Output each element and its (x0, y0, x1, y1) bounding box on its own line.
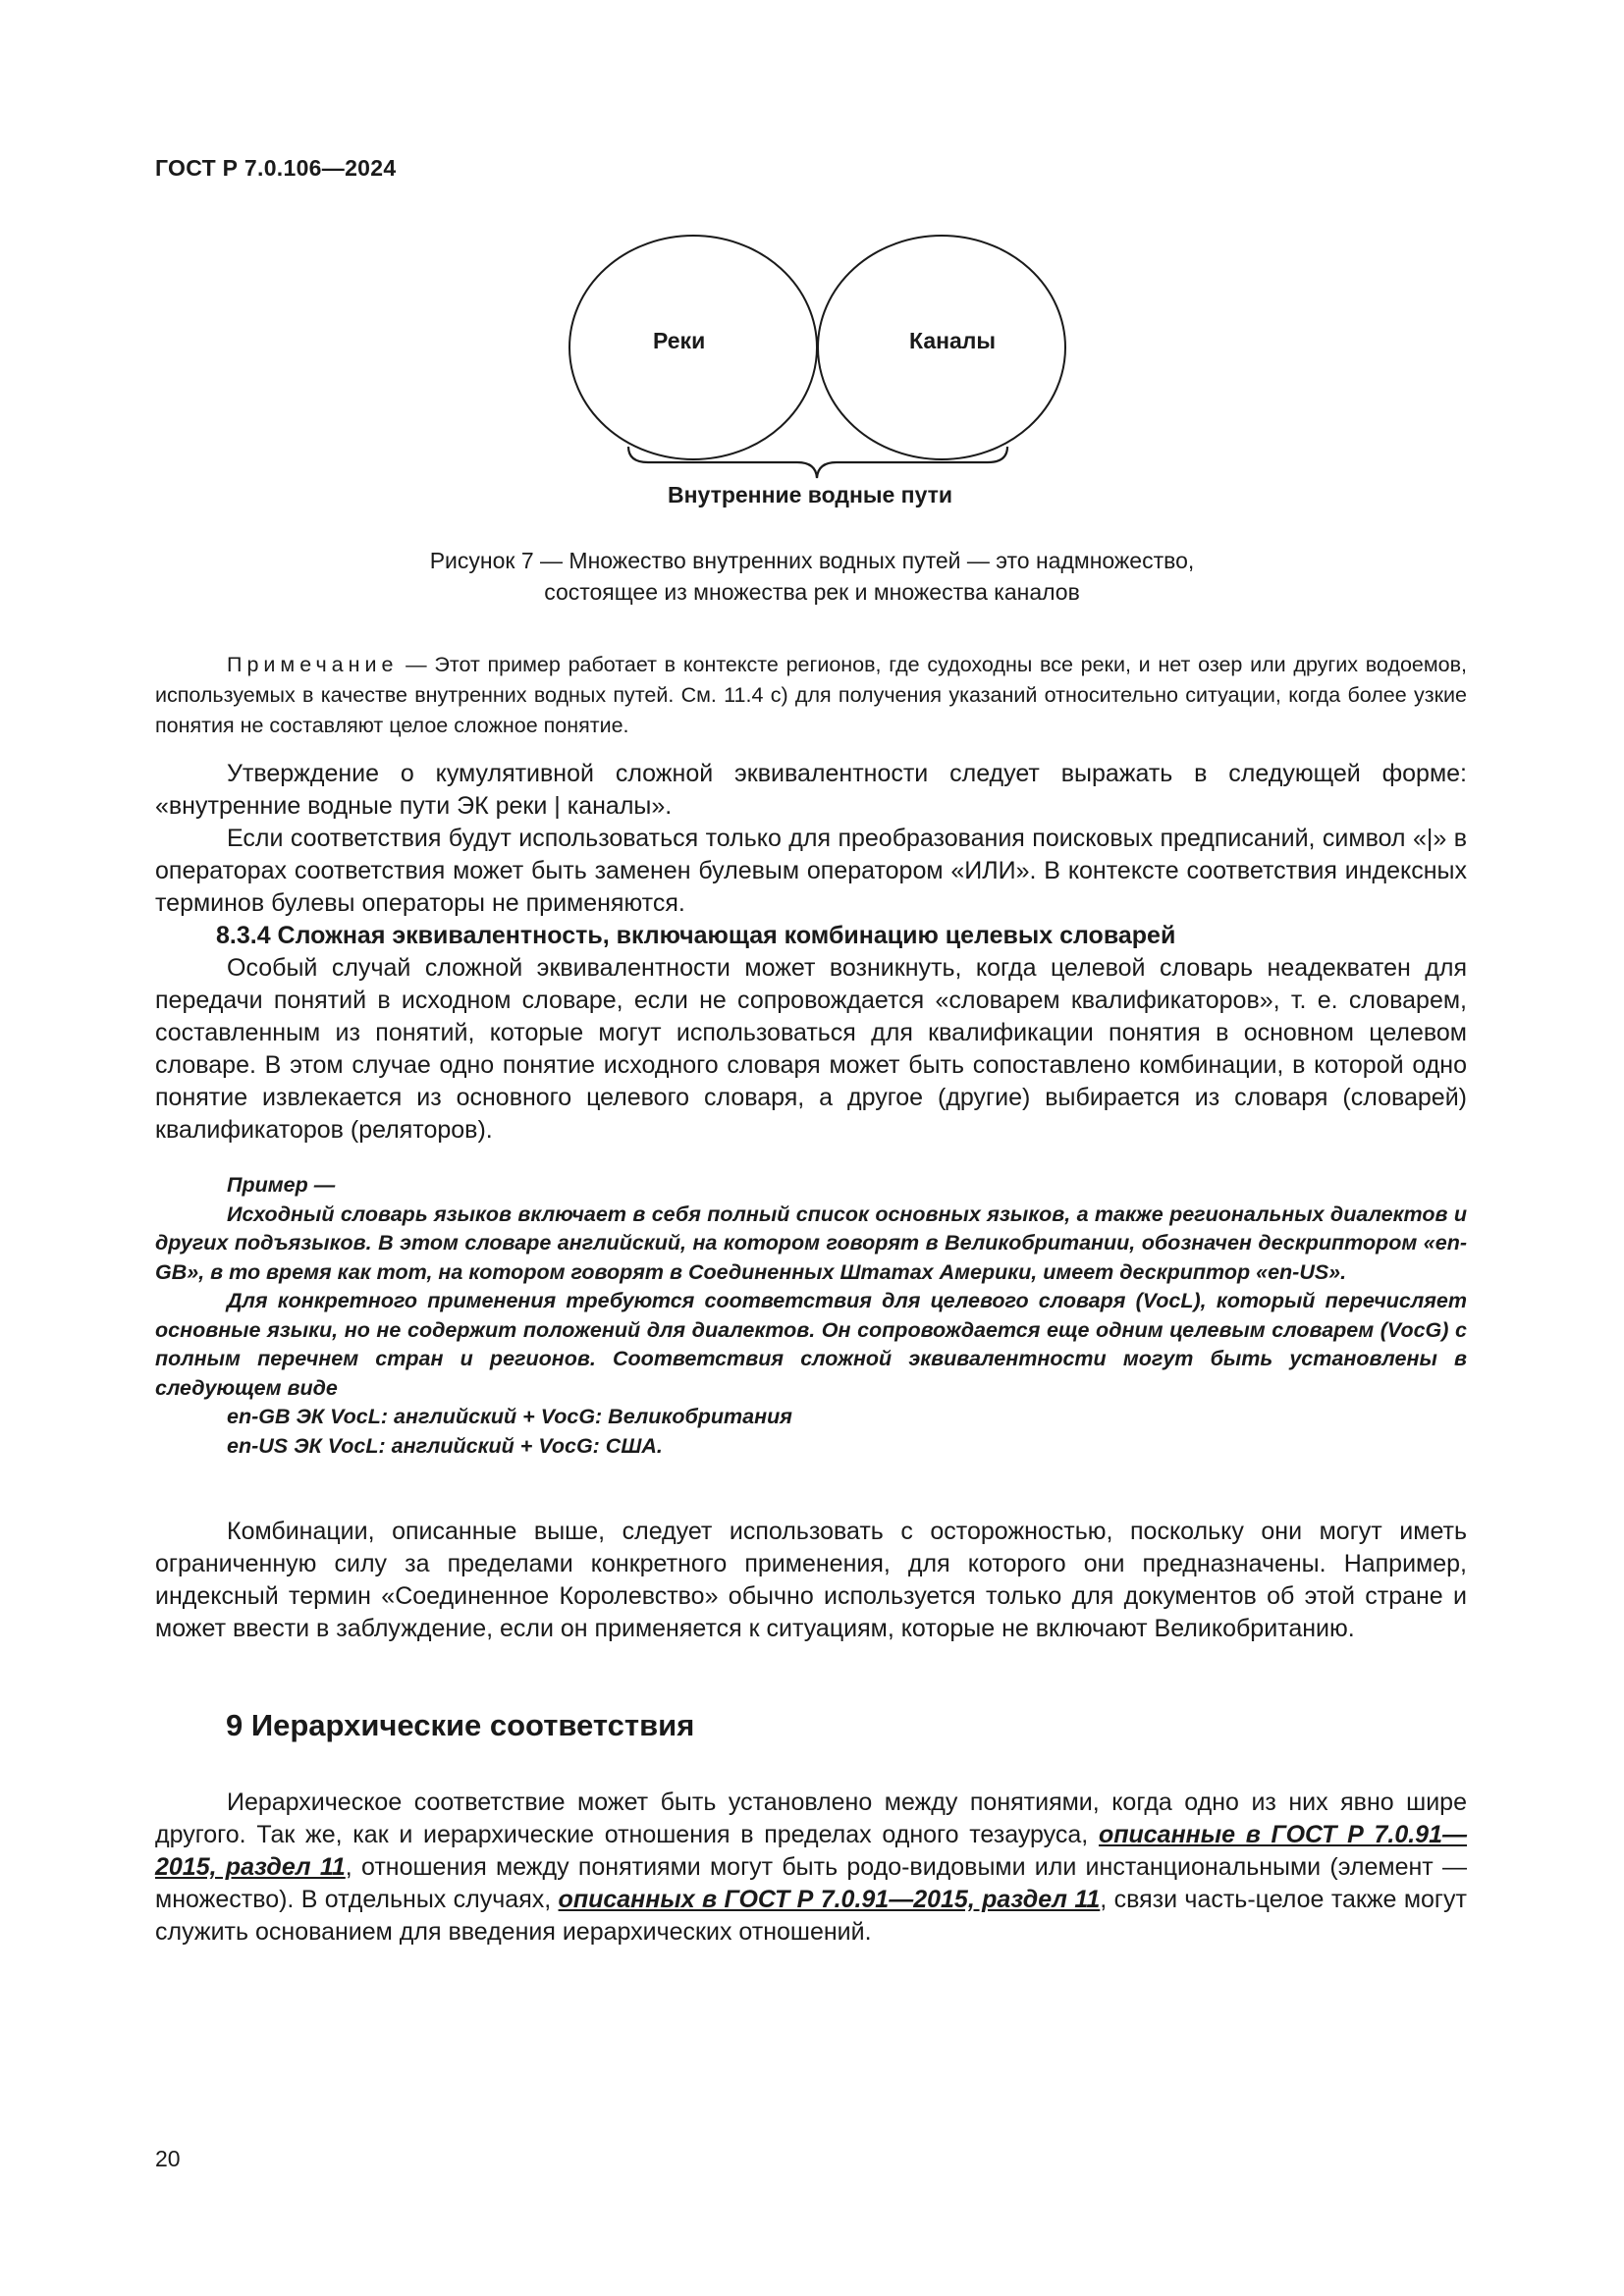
example-paragraph-1: Исходный словарь языков включает в себя полный список основных языков, а также региональных диалектов и других подъязыков. В этом словаре английский, на котором говорят в Великобритании, обозначен дескриптором «en-GB», в то время как тот, на котором говорят в Соединенных Штатах Америки, имеет дескриптор «en-US». (155, 1201, 1467, 1284)
caption-line-1: Рисунок 7 — Множество внутренних водных путей — это надмножество, (429, 548, 1195, 573)
caption-line-2: состоящее из множества рек и множества каналов (544, 579, 1080, 605)
paragraph-boolean: Если соответствия будут использоваться только для преобразования поисковых предписаний, символ «|» в операторах соответствия может быть заменен булевым оператором «ИЛИ». В контексте соответствия индексных терминов булевы операторы не применяются. (155, 825, 1467, 917)
waterways-label: Внутренние водные пути (668, 482, 953, 507)
example-label: Пример — (227, 1173, 336, 1197)
example-mapping-gb: en-GB ЭК VocL: английский + VocG: Великобритания (227, 1405, 792, 1428)
body-block-2 (155, 1516, 1467, 1645)
page-number: 20 (155, 2146, 181, 2171)
hier-text-1: Иерархическое соответствие может быть установлено между понятиями, когда одно из них явно шире другого. Так же, как и иерархические отношения в пределах одного тезауруса, (155, 1789, 1467, 1848)
note-paragraph (155, 650, 1467, 741)
note-text: — Этот пример работает в контексте регионов, где судоходны все реки, и нет озер или других водоемов, используемых в качестве внутренних водных путей. См. 11.4 c) для получения указаний относительно ситуации, когда более узкие понятия не составляют целое сложное понятие. (155, 653, 1467, 737)
hier-text-2: , отношения между понятиями могут быть родо-видовыми или инстанциональными (элемент — множество). В отдельных случаях, (155, 1853, 1467, 1913)
grouping-brace (628, 447, 1007, 478)
canals-label: Каналы (909, 328, 997, 353)
hier-text-3: , связи часть-целое также могут служить основанием для введения иерархических отношений. (155, 1886, 1467, 1946)
paragraph-qualifiers: Особый случай сложной эквивалентности может возникнуть, когда целевой словарь неадекватен для передачи понятий в исходном словаре, если не сопровождается «словарем квалификаторов», т. е. словарем, составленным из понятий, которые могут использоваться для квалификации понятия в основном целевом словаре. В этом случае одно понятие исходного словаря может быть сопоставлено комбинации, в которой одно понятие извлекается из основного целевого словаря, а другое (другие) выбирается из словаря (словарей) квалификаторов (реляторов). (155, 954, 1467, 1144)
body-block-3 (155, 1787, 1467, 1949)
section-title: 9 Иерархические соответствия (226, 1708, 695, 1742)
example-mapping-us: en-US ЭК VocL: английский + VocG: США. (227, 1433, 663, 1458)
paragraph-hierarchical (155, 1787, 1467, 1949)
venn-figure (550, 234, 1080, 518)
example-block (155, 1171, 1467, 1461)
note-label: Примечание (227, 653, 399, 676)
subsection-title: 8.3.4 Сложная эквивалентность, включающая комбинацию целевых словарей (216, 922, 1176, 949)
page-header: ГОСТ Р 7.0.106—2024 (155, 155, 397, 181)
example-paragraph-2: Для конкретного применения требуются соответствия для целевого словаря (VocL), который перечисляет основные языки, но не содержит положений для диалектов. Он сопровождается еще одним целевым словарем (VocG) с полным перечнем стран и регионов. Соответствия сложной эквивалентности могут быть установлены в следующем виде (155, 1289, 1467, 1400)
gost-reference-link-1[interactable]: описанные в ГОСТ Р 7.0.91—2015, раздел 11 (155, 1821, 1467, 1881)
paragraph-combinations: Комбинации, описанные выше, следует использовать с осторожностью, поскольку они могут иметь ограниченную силу за пределами конкретного применения, для которого они предназначены. Например, индексный термин «Соединенное Королевство» обычно используется только для документов об этой стране и может ввести в заблуждение, если он применяется к ситуациям, которые не включают Великобританию. (155, 1518, 1467, 1642)
body-block-1 (155, 758, 1467, 1147)
figure-caption (255, 545, 1369, 608)
paragraph-cumulative: Утверждение о кумулятивной сложной эквивалентности следует выражать в следующей форме: «внутренние водные пути ЭК реки | каналы». (155, 760, 1467, 820)
rivers-label: Реки (653, 328, 706, 353)
gost-reference-link-2[interactable]: описанных в ГОСТ Р 7.0.91—2015, раздел 11 (558, 1886, 1101, 1913)
venn-diagram (550, 234, 1080, 518)
